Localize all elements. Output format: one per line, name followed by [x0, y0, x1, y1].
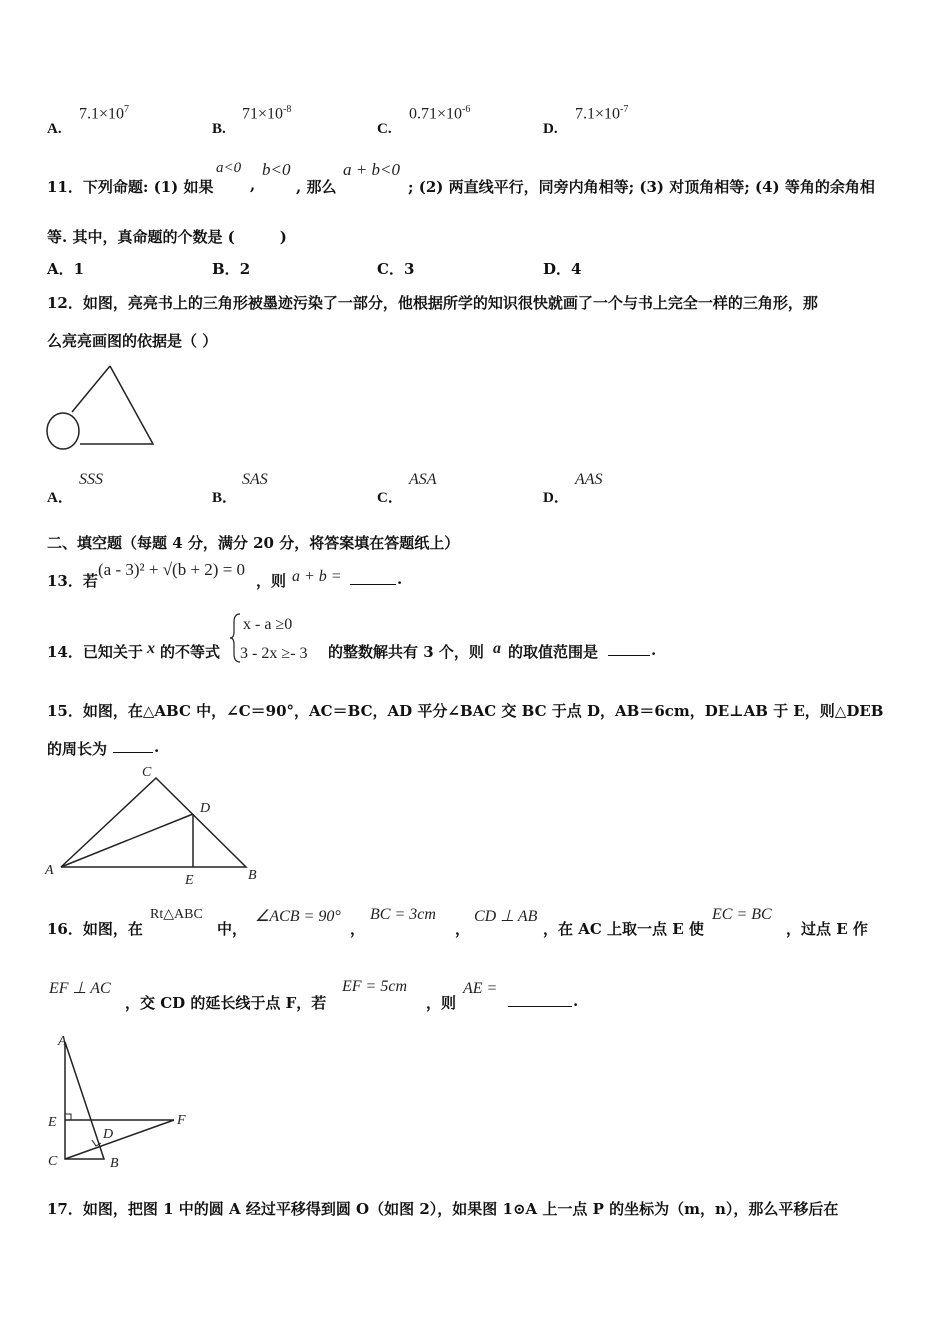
- label-a: A: [58, 1034, 67, 1049]
- q12-option-c: C． ASA: [377, 471, 437, 506]
- q11-option-b: B．2: [212, 260, 251, 278]
- triangle-abc-figure: [44, 762, 264, 888]
- right-triangle-figure: [44, 1032, 204, 1174]
- label-f: F: [177, 1113, 186, 1128]
- label-e: E: [48, 1115, 57, 1130]
- q15-answer-blank[interactable]: [113, 752, 153, 753]
- q11-option-a: A．1: [47, 260, 85, 278]
- q13-answer-blank[interactable]: [350, 584, 396, 585]
- label-d: D: [103, 1127, 114, 1142]
- ink-blot: [47, 413, 79, 449]
- q10-option-a: A. $7.1\times 10^7$: [47, 104, 130, 137]
- q12-option-d: D． AAS: [543, 471, 603, 506]
- q11-option-d: D．4: [543, 260, 582, 278]
- label-b: B: [110, 1156, 119, 1171]
- q10-option-b: B. $71\times 10^{-8}$: [212, 104, 292, 137]
- label-b: B: [248, 868, 257, 883]
- section-heading: 二、填空题（每题 4 分，满分 20 分，将答案填在答题纸上）: [47, 534, 460, 552]
- q14-answer-blank[interactable]: [608, 655, 650, 656]
- q10-option-c: C. $0.71\times 10^{-6}$: [377, 104, 471, 137]
- q16-answer-blank[interactable]: [508, 1006, 572, 1007]
- label-e: E: [185, 873, 194, 888]
- label-a: A: [45, 863, 54, 878]
- q10-option-d: D. $7.1\times 10^{-7}$: [543, 104, 629, 137]
- q12-option-b: B． SAS: [212, 471, 268, 506]
- label-c: C: [142, 765, 152, 780]
- label-c: C: [48, 1154, 58, 1169]
- q12-option-a: A． SSS: [47, 471, 103, 506]
- q11-option-c: C．3: [377, 260, 415, 278]
- label-d: D: [200, 801, 211, 816]
- ink-stained-triangle-figure: [44, 362, 159, 452]
